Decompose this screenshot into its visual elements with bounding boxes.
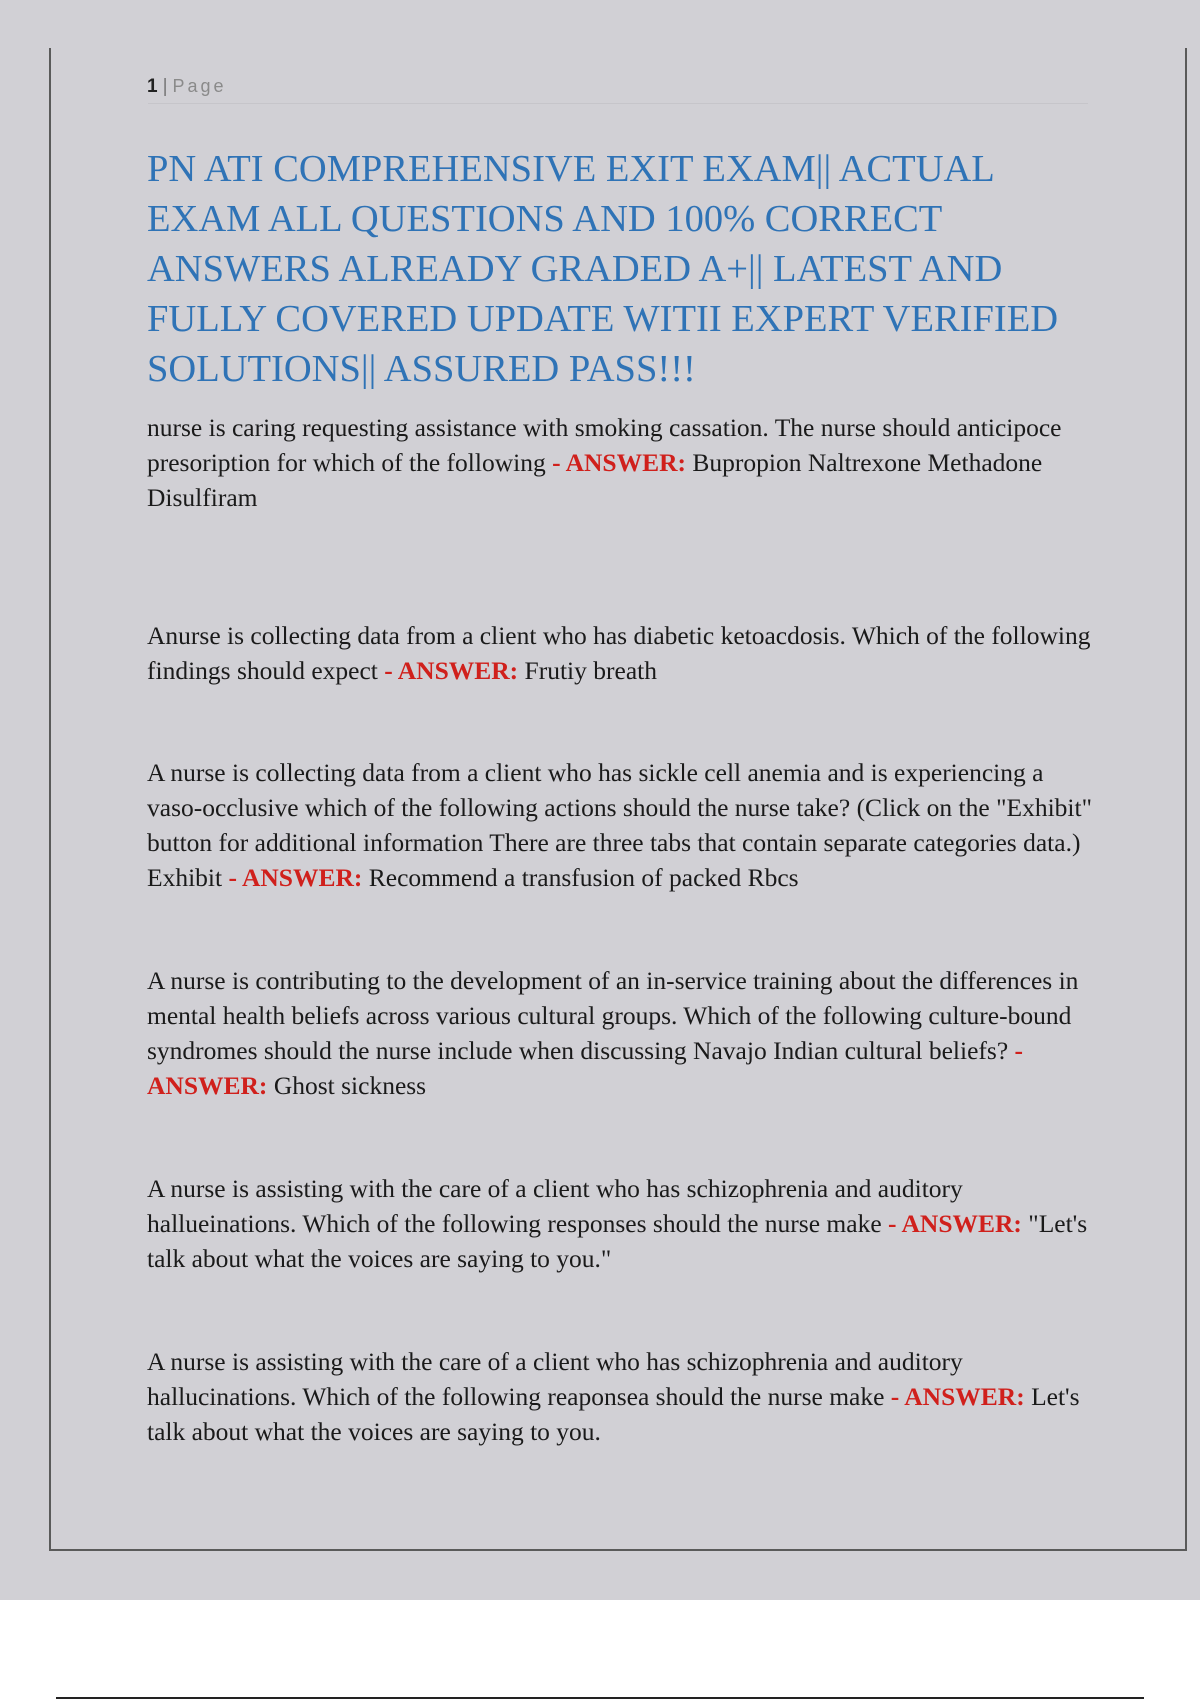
answer-separator: - [884, 1382, 905, 1411]
answer-label: ANSWER: [904, 1382, 1025, 1411]
qa-list [147, 410, 1097, 1449]
question-text: nurse is caring requesting assistance with smoking cassation. The nurse should anticipoce presoription for which of the following [147, 413, 1062, 477]
answer-text: Recommend a transfusion of packed Rbcs [362, 863, 799, 892]
qa-item [147, 755, 1097, 895]
qa-item [147, 410, 1097, 515]
footer-divider [56, 1697, 1144, 1699]
qa-item [147, 963, 1097, 1103]
question-text: A nurse is assisting with the care of a client who has schizophrenia and auditory hallucinations. Which of the following reaponsea should the nurse make [147, 1347, 963, 1411]
qa-item [147, 618, 1097, 688]
answer-text: Ghost sickness [267, 1071, 427, 1100]
answer-label: ANSWER: [397, 656, 519, 685]
answer-separator: - [545, 448, 566, 477]
answer-text: Bupropion Naltrexone Methadone Disulfiram [147, 448, 1043, 512]
answer-separator: - [377, 656, 398, 685]
document-title: PN ATI COMPREHENSIVE EXIT EXAM|| ACTUAL EXAM ALL QUESTIONS AND 100% CORRECT ANSWERS ALREADY GRADED A+|| LATEST AND FULLY COVERED UPDATE WITII EXPERT VERIFIED SOLUTIONS|| ASSURED PASS!!! [147, 148, 1059, 390]
answer-label: ANSWER: [147, 1071, 268, 1100]
answer-separator: - [222, 863, 242, 892]
answer-separator: - [881, 1209, 902, 1238]
question-text: Anurse is collecting data from a client who has diabetic ketoacdosis. Which of the following findings should expect [147, 621, 1091, 685]
question-text: A nurse is contributing to the development of an in-service training about the differences in mental health beliefs across various cultural groups. Which of the following culture-bound syndromes should the nurse include when discussing Navajo Indian cultural beliefs? [147, 966, 1079, 1065]
answer-text: Frutiy breath [518, 656, 657, 685]
page-number: 1 [147, 76, 159, 97]
page-label: Page [172, 76, 227, 96]
answer-label: ANSWER: [565, 448, 686, 477]
question-text: A nurse is assisting with the care of a client who has schizophrenia and auditory hallueinations. Which of the following responses should the nurse make [147, 1174, 963, 1238]
page-number-separator: | [162, 76, 169, 97]
answer-label: ANSWER: [241, 863, 363, 892]
qa-item [147, 1344, 1097, 1449]
answer-label: ANSWER: [901, 1209, 1022, 1238]
header-divider [148, 103, 1088, 104]
qa-item [147, 1171, 1097, 1276]
question-text: A nurse is collecting data from a client who has sickle cell anemia and is experiencing a vaso-occlusive which of the following actions should the nurse take? (Click on the "Exhibit" button for additional information There are three tabs that contain separate categories data.) Exhibit [147, 758, 1092, 892]
answer-separator: - [1008, 1036, 1024, 1065]
answer-text: Let's talk about what the voices are saying to you. [147, 1382, 1080, 1446]
page-number-header [147, 76, 227, 98]
answer-text: "Let's talk about what the voices are saying to you." [147, 1209, 1088, 1273]
